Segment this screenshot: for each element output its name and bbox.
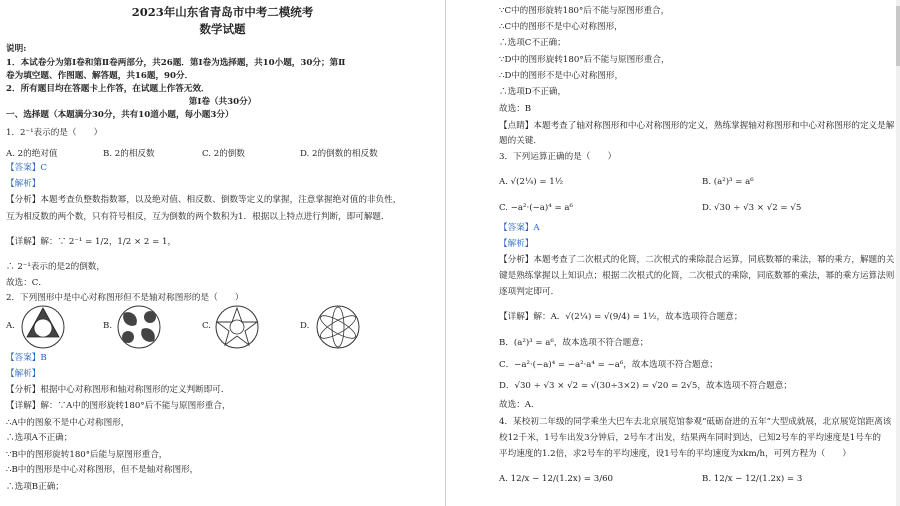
q2-line: ∴选项A不正确； bbox=[6, 433, 73, 443]
q3-choose: 故选：A． bbox=[499, 400, 540, 410]
q1-answer: 【答案】C bbox=[6, 163, 47, 173]
q1-stem: 1．2⁻¹表示的是（ ） bbox=[6, 128, 103, 138]
q2-analysis-label: 【解析】 bbox=[6, 369, 41, 379]
q3-stem: 3．下列运算正确的是（ ） bbox=[499, 152, 617, 162]
q4-stem-line: 4．某校初二年级的同学乘坐大巴车去北京展览馆参观“砥砺奋进的五年”大型成就展，北京展览馆距离该 bbox=[499, 417, 892, 427]
q4-option-b: B. 12/x − 12/(1.2x) = 3 bbox=[702, 474, 803, 484]
exam-subtitle: 数学试题 bbox=[199, 22, 246, 36]
q3-option-b: B. (a²)³ = a⁶ bbox=[702, 177, 754, 187]
q1-analysis-label: 【解析】 bbox=[6, 179, 41, 189]
q2-cont-line: ∴选项C不正确； bbox=[499, 38, 566, 48]
q2-option-d-label: D. bbox=[300, 321, 310, 331]
q2-option-b-label: B. bbox=[103, 321, 113, 331]
q2-figure-a bbox=[18, 304, 68, 350]
q2-figure-d bbox=[312, 303, 364, 351]
q2-line: ∴B中的图形是中心对称图形，但不是轴对称图形， bbox=[6, 465, 199, 475]
q3-detail-line: B．(a²)³ = a⁶，故本选项不符合题意； bbox=[499, 338, 649, 348]
q1-analysis-line: 互为相反数的两个数，只有符号相反，互为倒数的两个数积为1．根据以上特点进行判断，即可解题． bbox=[6, 212, 390, 222]
q3-analysis-line: 逐项判定即可． bbox=[499, 287, 560, 297]
q3-option-d: D. √30 ÷ √3 × √2 = √5 bbox=[702, 203, 802, 213]
q2-line: 【详解】解：∵A中的图形旋转180°后不能与原图形重合， bbox=[6, 401, 231, 411]
q3-detail-line: D．√30 ÷ √3 × √2 = √(30÷3×2) = √20 = 2√5，故本选项不符合题意； bbox=[499, 381, 792, 391]
q2-cont-line: ∵D中的图形旋转180°后不能与原图形重合， bbox=[499, 55, 670, 65]
q2-figure-c bbox=[212, 304, 262, 350]
q2-answer: 【答案】B bbox=[6, 353, 47, 363]
q2-cont-line: ∵C中的图形旋转180°后不能与原图形重合， bbox=[499, 6, 670, 16]
q2-comment-line: 题的关键． bbox=[499, 136, 542, 146]
exam-title: 2023年山东省青岛市中考二模统考 bbox=[131, 5, 314, 19]
q2-cont-line: ∴选项D不正确， bbox=[499, 87, 567, 97]
q1-option-a: A. 2的绝对值 bbox=[6, 149, 58, 159]
q3-analysis-label: 【解析】 bbox=[499, 239, 534, 249]
right-page bbox=[455, 0, 900, 506]
q2-comment-line: 【点睛】本题考查了轴对称图形和中心对称图形的定义，熟练掌握轴对称图形和中心对称图形的定义是解 bbox=[499, 121, 895, 131]
q1-choose: 故选：C． bbox=[6, 278, 47, 288]
q2-line: ∴选项B正确； bbox=[6, 482, 64, 492]
note-line: 2．所有题目均在答题卡上作答，在试题上作答无效． bbox=[6, 84, 210, 94]
note-line: 1．本试卷分为第Ⅰ卷和第Ⅱ卷两部分，共26题．第Ⅰ卷为选择题，共10小题，30分；第Ⅱ bbox=[6, 58, 346, 68]
q4-stem-line: 平均速度的1.2倍，求2号车的平均速度，设1号车的平均速度为xkm/h，可列方程为（ ） bbox=[499, 449, 852, 459]
q3-analysis-line: 键是熟练掌握以上知识点；根据二次根式的化简，二次根式的乘除，同底数幂的乘法，幂的乘方运算法则 bbox=[499, 271, 895, 281]
q2-option-a-label: A. bbox=[6, 321, 15, 331]
q2-line: ∴A中的图象不是中心对称图形， bbox=[6, 418, 130, 428]
q3-answer: 【答案】A bbox=[499, 223, 540, 233]
q2-choose: 故选：B bbox=[499, 104, 532, 114]
q2-option-c-label: C. bbox=[202, 321, 212, 331]
q1-option-c: C. 2的倒数 bbox=[202, 149, 245, 159]
q4-option-a: A. 12/x − 12/(1.2x) = 3/60 bbox=[499, 474, 614, 484]
q1-option-d: D. 2的倒数的相反数 bbox=[300, 149, 378, 159]
scrollbar[interactable] bbox=[896, 0, 900, 506]
q2-cont-line: ∴D中的图形不是中心对称图形， bbox=[499, 71, 624, 81]
q2-figure-b bbox=[114, 303, 164, 351]
q1-detail: 【详解】解：∵ 2⁻¹ = 1/2，1/2 × 2 = 1， bbox=[6, 237, 177, 247]
q4-stem-line: 校12千米，1号车出发3分钟后，2号车才出发，结果两车同时到达，已知2号车的平均速度是1号车的 bbox=[499, 433, 882, 443]
q3-analysis-line: 【分析】本题考查了二次根式的化简，二次根式的乘除混合运算，同底数幂的乘法，幂的乘方，解题的关 bbox=[499, 255, 895, 265]
q3-option-a: A. √(2¼) = 1½ bbox=[499, 177, 564, 187]
q1-analysis-line: 【分析】本题考查负整数指数幂，以及绝对值、相反数、倒数等定义的掌握，注意掌握绝对值的非负性， bbox=[6, 195, 402, 205]
q1-option-b: B. 2的相反数 bbox=[103, 149, 155, 159]
left-page bbox=[0, 0, 445, 506]
section1-heading: 一、选择题（本题满分30分，共有10道小题，每小题3分） bbox=[6, 110, 234, 120]
note-line: 卷为填空题、作图题、解答题，共16题，90分． bbox=[6, 71, 194, 81]
q2-line: 【分析】根据中心对称图形和轴对称图形的定义判断即可． bbox=[6, 385, 230, 395]
q1-conclusion: ∴ 2⁻¹表示的是2的倒数， bbox=[6, 262, 105, 272]
q2-stem: 2．下列图形中是中心对称图形但不是轴对称图形的是（ ） bbox=[6, 293, 244, 303]
notes-heading: 说明: bbox=[6, 44, 27, 54]
q3-option-c: C. −a²·(−a)⁴ = a⁶ bbox=[499, 203, 573, 213]
q2-line: ∵B中的图形旋转180°后能与原图形重合， bbox=[6, 450, 168, 460]
q3-detail-line: C．−a²·(−a)⁴ = −a²·a⁴ = −a⁶，故本选项不符合题意； bbox=[499, 360, 718, 370]
part1-title: 第Ⅰ卷（共30分） bbox=[188, 97, 257, 107]
q3-detail-line: 【详解】解：A．√(2¼) = √(9/4) = 1½，故本选项符合题意； bbox=[499, 312, 743, 322]
q2-cont-line: ∴C中的图形不是中心对称图形， bbox=[499, 22, 623, 32]
scrollbar-thumb[interactable] bbox=[896, 6, 900, 66]
